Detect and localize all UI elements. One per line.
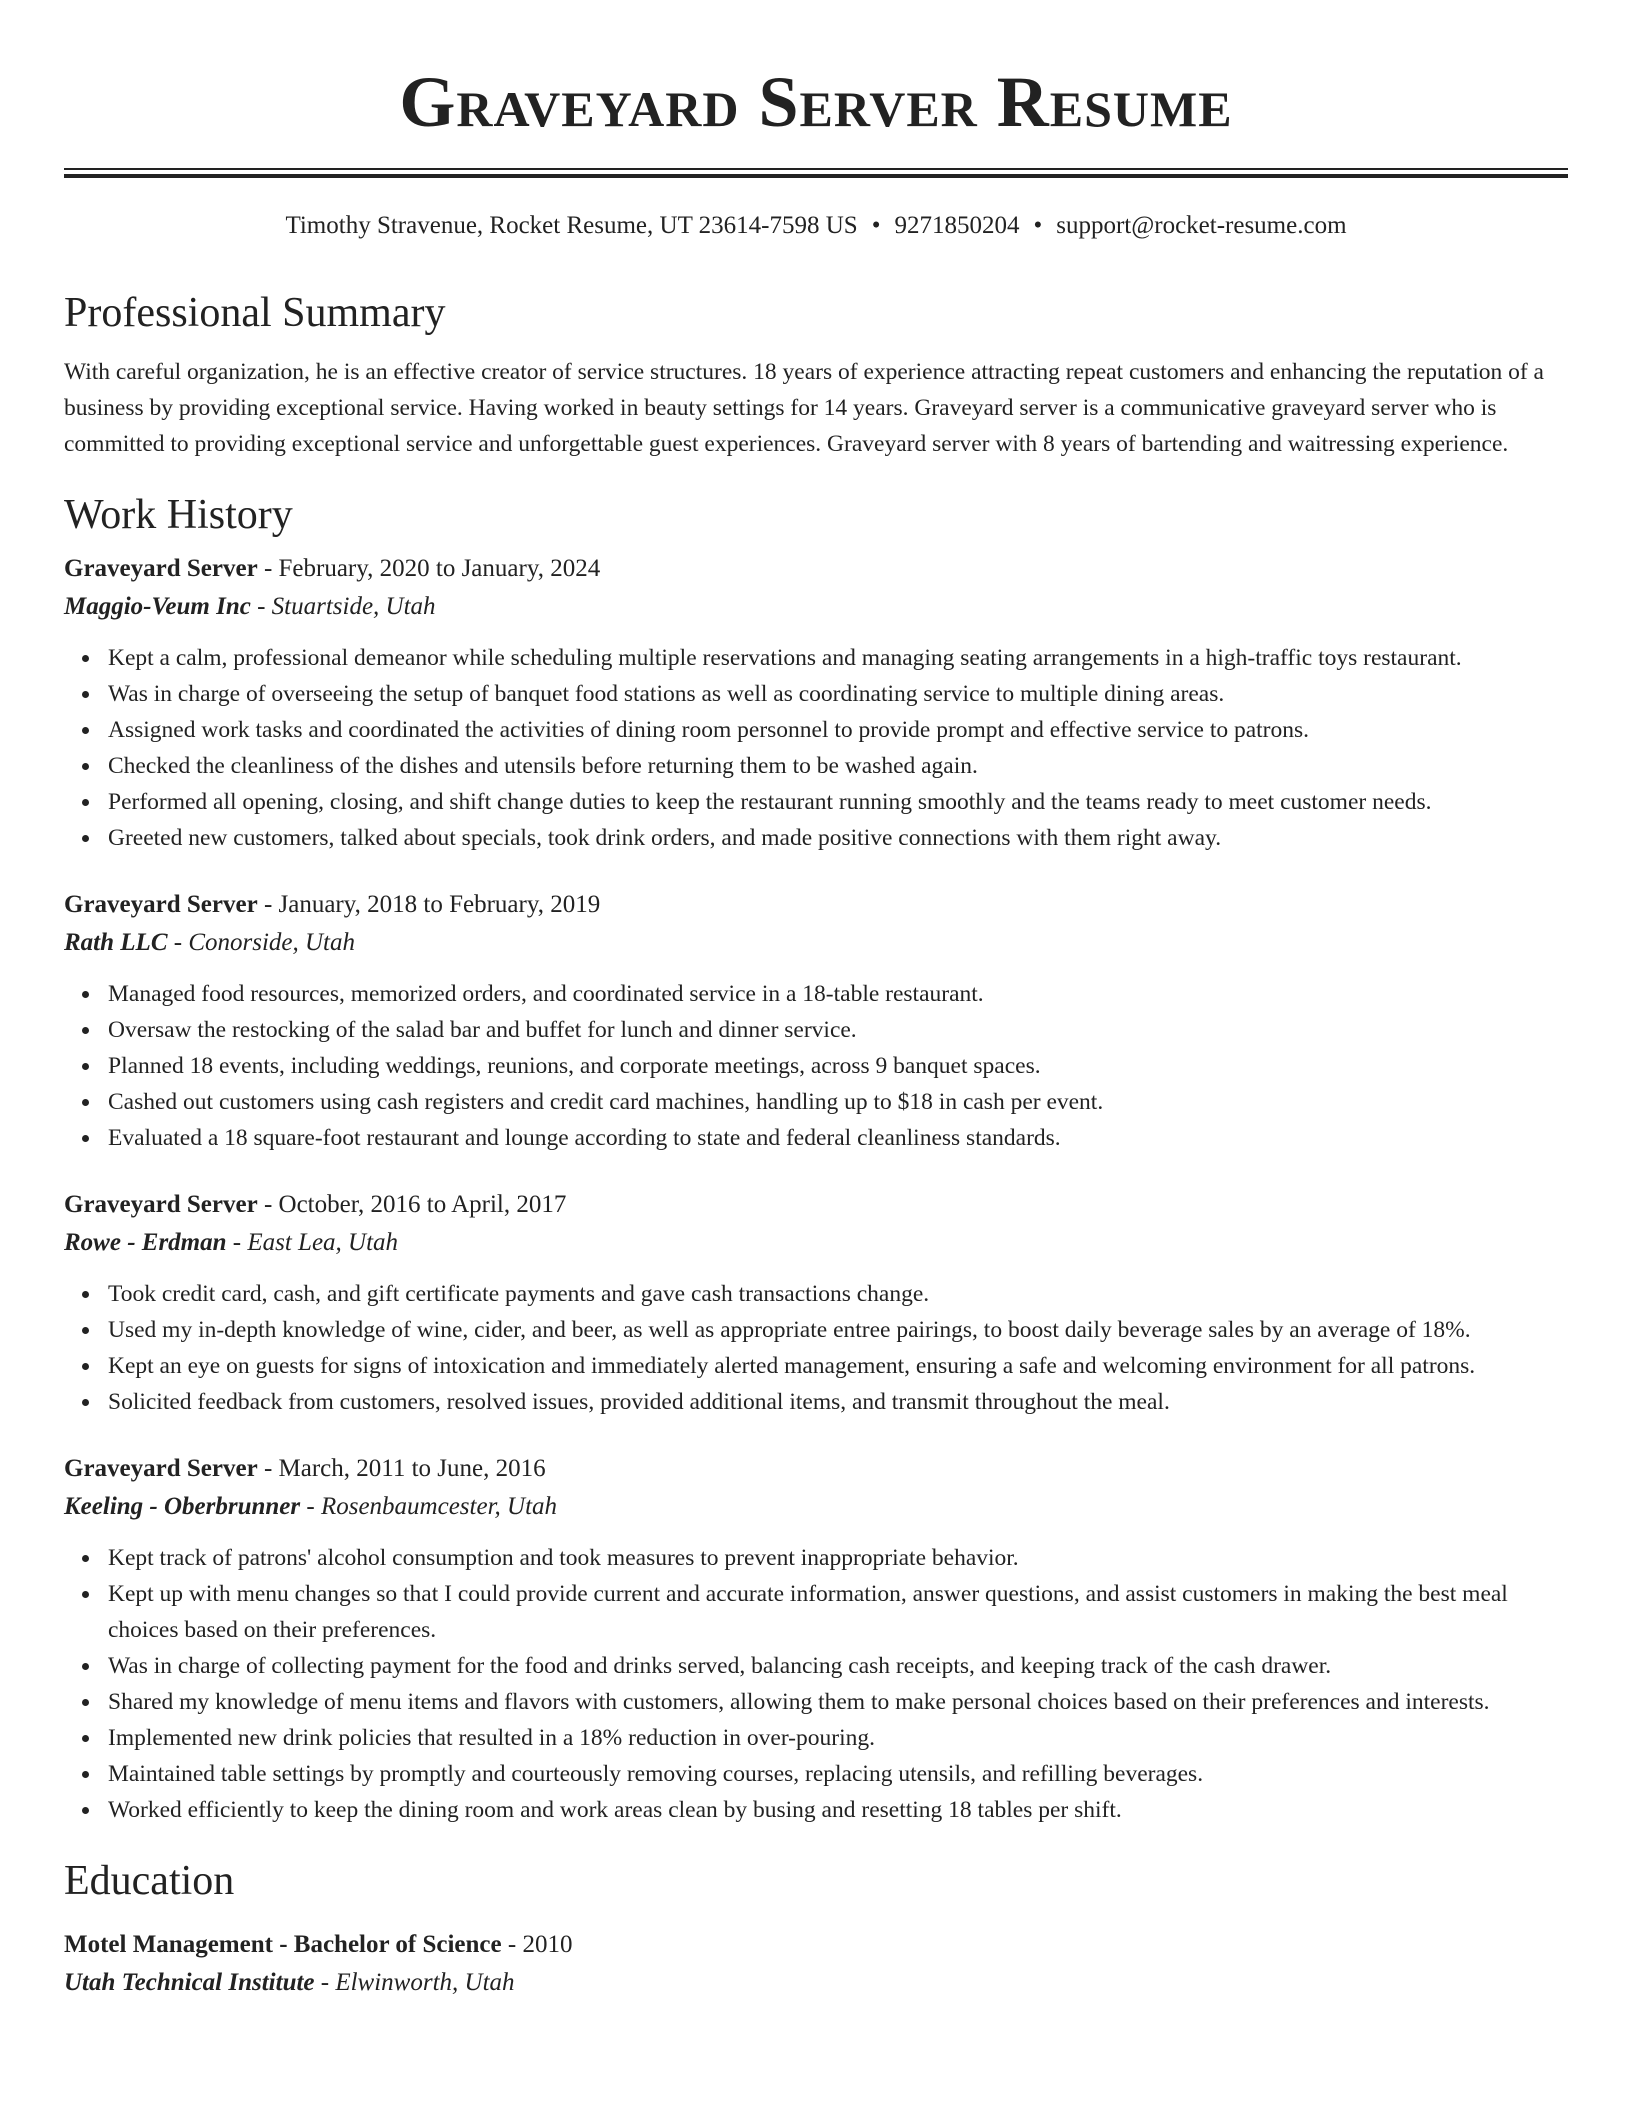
job-dates: - January, 2018 to February, 2019 [257, 891, 601, 918]
job-employer [64, 588, 1568, 626]
duty-item: Managed food resources, memorized orders, and coordinated service in a 18-table restaurant. [108, 976, 1568, 1012]
job-location: - Rosenbaumcester, Utah [300, 1493, 558, 1520]
contact-line [64, 210, 1568, 242]
job-location: - Conorside, Utah [167, 929, 355, 956]
contact-separator: • [871, 212, 881, 239]
job-company: Keeling - Oberbrunner [64, 1493, 301, 1520]
job-employer [64, 1224, 1568, 1262]
duty-item: Planned 18 events, including weddings, reunions, and corporate meetings, across 9 banquet spaces. [108, 1048, 1568, 1084]
duty-item: Kept a calm, professional demeanor while scheduling multiple reservations and managing seating arrangements in a high-traffic toys restaurant. [108, 640, 1568, 676]
duty-item: Evaluated a 18 square-foot restaurant and lounge according to state and federal cleanliness standards. [108, 1120, 1568, 1156]
job-location: - East Lea, Utah [226, 1229, 399, 1256]
job-header [64, 886, 1568, 924]
resume-page [64, 0, 1568, 2002]
job-employer [64, 1488, 1568, 1526]
duty-item: Solicited feedback from customers, resolved issues, provided additional items, and transmit throughout the meal. [108, 1384, 1568, 1420]
work-history-heading: Work History [64, 492, 293, 538]
job-dates: - October, 2016 to April, 2017 [257, 1191, 567, 1218]
job-location: - Stuartside, Utah [250, 593, 436, 620]
job-company: Rath LLC [64, 929, 168, 956]
contact-address: Timothy Stravenue, Rocket Resume, UT 23614-7598 US [285, 212, 858, 239]
job-duties [64, 640, 1568, 856]
job-role: Graveyard Server [64, 1455, 258, 1482]
summary-text: With careful organization, he is an effective creator of service structures. 18 years of experience attracting repeat customers and enhancing the reputation of a business by providing exceptional service. Having worked in beauty settings for 14 years. Graveyard server is a communicative graveyard server who is committed to providing exceptional service and unforgettable guest experiences. Graveyard server with 8 years of bartending and waitressing experience. [64, 359, 1544, 457]
duty-item: Oversaw the restocking of the salad bar and buffet for lunch and dinner service. [108, 1012, 1568, 1048]
contact-phone: 9271850204 [894, 212, 1020, 239]
education-year: - 2010 [501, 1931, 573, 1958]
duty-item: Assigned work tasks and coordinated the activities of dining room personnel to provide prompt and effective service to patrons. [108, 712, 1568, 748]
job-duties [64, 976, 1568, 1156]
job-role: Graveyard Server [64, 1191, 258, 1218]
contact-email: support@rocket-resume.com [1056, 212, 1347, 239]
education-location: - Elwinworth, Utah [314, 1969, 515, 1996]
duty-item: Greeted new customers, talked about specials, took drink orders, and made positive connections with them right away. [108, 820, 1568, 856]
resume-title: Graveyard Server Resume [399, 62, 1233, 142]
duty-item: Maintained table settings by promptly and courteously removing courses, replacing utensils, and refilling beverages. [108, 1756, 1568, 1792]
job-role: Graveyard Server [64, 555, 258, 582]
duty-item: Cashed out customers using cash registers and credit card machines, handling up to $18 in cash per event. [108, 1084, 1568, 1120]
duty-item: Kept track of patrons' alcohol consumption and took measures to prevent inappropriate behavior. [108, 1540, 1568, 1576]
job-header [64, 1450, 1568, 1488]
education-school-line [64, 1964, 1568, 2002]
duty-item: Checked the cleanliness of the dishes and utensils before returning them to be washed again. [108, 748, 1568, 784]
job-company: Rowe - Erdman [64, 1229, 227, 1256]
education-degree-line [64, 1926, 1568, 1964]
job-header [64, 1186, 1568, 1224]
job-entry [64, 550, 1568, 856]
duty-item: Shared my knowledge of menu items and flavors with customers, allowing them to make personal choices based on their preferences and interests. [108, 1684, 1568, 1720]
job-header [64, 550, 1568, 588]
title-divider [64, 168, 1568, 178]
job-entry [64, 1186, 1568, 1420]
duty-item: Kept up with menu changes so that I could provide current and accurate information, answer questions, and assist customers in making the best meal choices based on their preferences. [108, 1576, 1568, 1648]
duty-item: Worked efficiently to keep the dining room and work areas clean by busing and resetting 18 tables per shift. [108, 1792, 1568, 1828]
duty-item: Was in charge of collecting payment for the food and drinks served, balancing cash receipts, and keeping track of the cash drawer. [108, 1648, 1568, 1684]
job-duties [64, 1540, 1568, 1828]
job-employer [64, 924, 1568, 962]
job-entry [64, 886, 1568, 1156]
duty-item: Kept an eye on guests for signs of intoxication and immediately alerted management, ensuring a safe and welcoming environment for all patrons. [108, 1348, 1568, 1384]
job-role: Graveyard Server [64, 891, 258, 918]
job-list [64, 550, 1568, 1828]
summary-heading: Professional Summary [64, 290, 446, 336]
contact-separator: • [1033, 212, 1043, 239]
duty-item: Was in charge of overseeing the setup of banquet food stations as well as coordinating service to multiple dining areas. [108, 676, 1568, 712]
job-entry [64, 1450, 1568, 1828]
duty-item: Took credit card, cash, and gift certificate payments and gave cash transactions change. [108, 1276, 1568, 1312]
job-dates: - March, 2011 to June, 2016 [257, 1455, 546, 1482]
duty-item: Performed all opening, closing, and shift change duties to keep the restaurant running smoothly and the teams ready to meet customer needs. [108, 784, 1568, 820]
job-dates: - February, 2020 to January, 2024 [257, 555, 601, 582]
education-school: Utah Technical Institute [64, 1969, 315, 1996]
education-degree: Motel Management - Bachelor of Science [64, 1931, 502, 1958]
duty-item: Used my in-depth knowledge of wine, cider, and beer, as well as appropriate entree pairings, to boost daily beverage sales by an average of 18%. [108, 1312, 1568, 1348]
education-entry [64, 1926, 1568, 2002]
job-duties [64, 1276, 1568, 1420]
job-company: Maggio-Veum Inc [64, 593, 251, 620]
duty-item: Implemented new drink policies that resulted in a 18% reduction in over-pouring. [108, 1720, 1568, 1756]
education-heading: Education [64, 1858, 235, 1904]
